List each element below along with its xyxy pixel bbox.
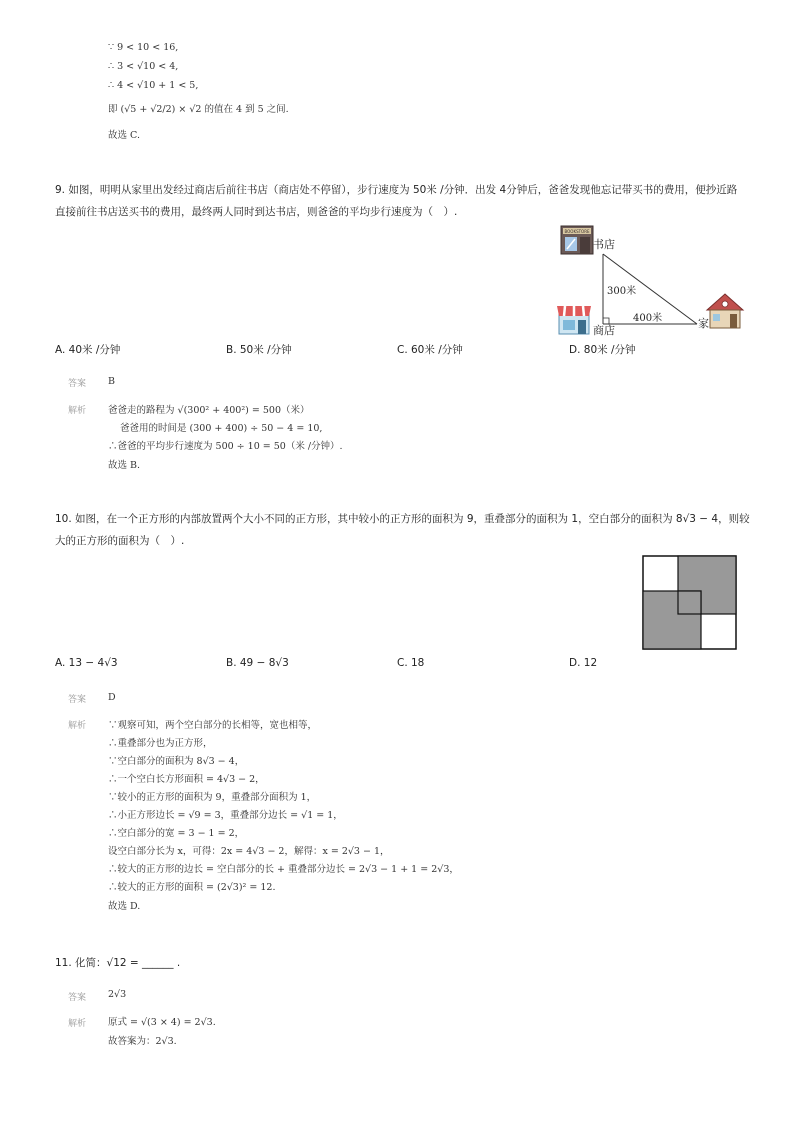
q10-analysis-line-2: ∴重叠部分也为正方形，	[108, 738, 213, 749]
overlap-square	[678, 591, 701, 614]
q10-option-b[interactable]: B. 49 − 8√3	[226, 657, 289, 669]
q9-answer: B	[108, 376, 115, 387]
q10-analysis-line-8: 设空白部分长为 x，可得：2x = 4√3 − 2，解得：x = 2√3 − 1，	[108, 846, 390, 857]
q10-option-c[interactable]: C. 18	[397, 657, 425, 669]
q10-analysis-line-1: ∵观察可知，两个空白部分的长相等，宽也相等，	[108, 720, 318, 731]
q8-solution-line-4: 即 (√5 + √2/2) × √2 的值在 4 到 5 之间.	[108, 104, 289, 115]
q9-option-b[interactable]: B. 50米 /分钟	[226, 344, 292, 356]
label-300m: 300米	[607, 286, 637, 297]
q11-analysis-line-2: 故答案为：2√3.	[108, 1036, 177, 1047]
q8-solution-line-5: 故选 C.	[108, 130, 140, 141]
q9-option-d[interactable]: D. 80米 /分钟	[569, 344, 636, 356]
q9-option-c[interactable]: C. 60米 /分钟	[397, 344, 463, 356]
label-shop: 商店	[593, 324, 615, 337]
q10-analysis-line-5: ∵较小的正方形的面积为 9，重叠部分面积为 1，	[108, 792, 317, 803]
q10-analysis-line-11: 故选 D.	[108, 901, 141, 912]
q10-answer-label: 答案	[68, 695, 87, 705]
label-bookstore: 书店	[593, 238, 615, 251]
label-400m: 400米	[633, 313, 663, 324]
q8-solution-line-2: ∴ 3 < √10 < 4,	[108, 61, 179, 72]
shop-icon	[557, 306, 591, 334]
q10-squares-figure	[642, 555, 738, 651]
q10-analysis-line-4: ∴一个空白长方形面积 = 4√3 − 2，	[108, 774, 265, 785]
q10-analysis-label: 解析	[68, 721, 87, 731]
q10-analysis-line-7: ∴空白部分的宽 = 3 − 1 = 2，	[108, 828, 245, 839]
q11-analysis-line-1: 原式 = √(3 × 4) = 2√3.	[108, 1017, 216, 1028]
q11-answer: 2√3	[108, 989, 127, 1000]
q10-analysis-line-3: ∵空白部分的面积为 8√3 − 4，	[108, 756, 245, 767]
q10-analysis-line-9: ∴较大的正方形的边长 = 空白部分的长 + 重叠部分边长 = 2√3 − 1 + 1 = 2√3，	[108, 864, 459, 875]
q10-analysis-line-6: ∴小正方形边长 = √9 = 3，重叠部分边长 = √1 = 1，	[108, 810, 343, 821]
label-home: 家	[698, 317, 709, 330]
q9-analysis-label: 解析	[68, 406, 87, 416]
bookstore-icon	[561, 226, 593, 254]
q8-solution-line-1: ∵ 9 < 10 < 16,	[108, 42, 179, 53]
q9-analysis-line-1: 爸爸走的路程为 √(300² + 400²) = 500（米）	[108, 405, 310, 416]
q9-analysis-line-2: 爸爸用的时间是 (300 + 400) ÷ 50 − 4 = 10,	[120, 423, 323, 434]
q10-answer: D	[108, 692, 116, 703]
q9-answer-label: 答案	[68, 379, 87, 389]
q10-option-d[interactable]: D. 12	[569, 657, 598, 669]
q9-option-a[interactable]: A. 40米 /分钟	[55, 344, 121, 356]
q9-figure	[555, 222, 745, 342]
bookstore-sign-text: BOOKSTORE	[564, 229, 590, 234]
q11-text: 11. 化简：√12 = ______ .	[55, 957, 181, 969]
house-icon	[707, 294, 743, 328]
q9-text-line-1: 9. 如图，明明从家里出发经过商店后前往书店（商店处不停留），步行速度为 50米 /分钟．出发 4分钟后，爸爸发现他忘记带买书的费用，便抄近路	[55, 184, 738, 196]
q10-text-line-2: 大的正方形的面积为（ ）.	[55, 535, 185, 547]
q10-text-line-1: 10. 如图，在一个正方形的内部放置两个大小不同的正方形，其中较小的正方形的面积为 9，重叠部分的面积为 1，空白部分的面积为 8√3 − 4，则较	[55, 513, 750, 525]
q9-analysis-line-4: 故选 B.	[108, 460, 141, 471]
q9-text-line-2: 直接前往书店送买书的费用，最终两人同时到达书店，则爸爸的平均步行速度为（ ）.	[55, 206, 458, 218]
q9-analysis-line-3: ∴爸爸的平均步行速度为 500 ÷ 10 = 50（米 /分钟）.	[108, 441, 343, 452]
q11-analysis-label: 解析	[68, 1019, 87, 1029]
q10-option-a[interactable]: A. 13 − 4√3	[55, 657, 118, 669]
q11-answer-label: 答案	[68, 993, 87, 1003]
q10-analysis-line-10: ∴较大的正方形的面积 = (2√3)² = 12.	[108, 882, 276, 893]
q8-solution-line-3: ∴ 4 < √10 + 1 < 5,	[108, 80, 199, 91]
